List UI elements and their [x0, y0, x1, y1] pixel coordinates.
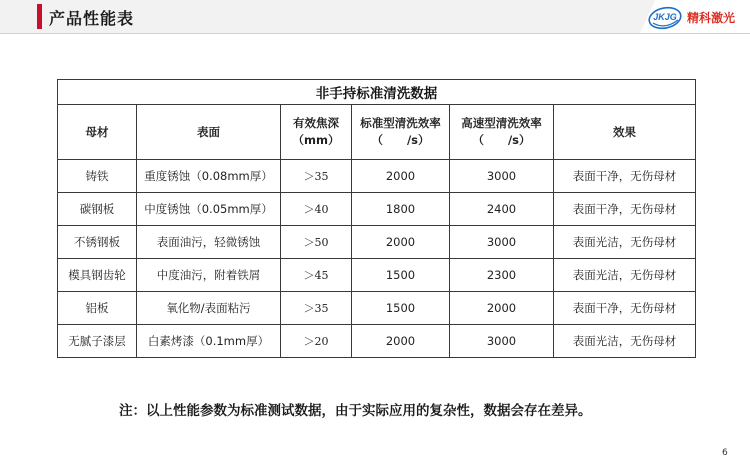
- logo-mark-text: JKJG: [653, 12, 677, 22]
- cell-standard-efficiency: 2000: [352, 325, 450, 358]
- cell-depth: ＞50: [281, 226, 352, 259]
- cell-highspeed-efficiency: 2400: [450, 193, 554, 226]
- table-row: [58, 292, 696, 325]
- cell-surface: 白素烤漆（0.1mm厚）: [137, 325, 281, 358]
- header-divider: [0, 33, 750, 34]
- cell-material: 铝板: [58, 292, 137, 325]
- cell-surface: 表面油污，轻微锈蚀: [137, 226, 281, 259]
- cell-effect: 表面光洁，无伤母材: [554, 226, 696, 259]
- cell-material: 模具钢齿轮: [58, 259, 137, 292]
- table-row: [58, 160, 696, 193]
- cell-depth: ＞35: [281, 292, 352, 325]
- cell-surface: 中度锈蚀（0.05mm厚）: [137, 193, 281, 226]
- cell-effect: 表面光洁，无伤母材: [554, 325, 696, 358]
- column-header-standard-efficiency: 标准型清洗效率 （ /s）: [352, 105, 450, 160]
- cell-effect: 表面光洁，无伤母材: [554, 259, 696, 292]
- cell-depth: ＞20: [281, 325, 352, 358]
- table-header-row: [58, 105, 696, 160]
- column-header-surface: 表面: [137, 105, 281, 160]
- page-number: 6: [722, 448, 728, 458]
- table-row: [58, 193, 696, 226]
- cell-standard-efficiency: 2000: [352, 160, 450, 193]
- company-logo: [647, 3, 683, 31]
- table-caption: 非手持标准清洗数据: [58, 80, 696, 105]
- cell-depth: ＞35: [281, 160, 352, 193]
- cell-highspeed-efficiency: 3000: [450, 325, 554, 358]
- cell-standard-efficiency: 1800: [352, 193, 450, 226]
- column-header-material: 母材: [58, 105, 137, 160]
- cell-depth: ＞45: [281, 259, 352, 292]
- company-name: 精科激光: [687, 11, 736, 25]
- header-accent-bar: [37, 4, 42, 29]
- cell-surface: 重度锈蚀（0.08mm厚）: [137, 160, 281, 193]
- cell-standard-efficiency: 1500: [352, 259, 450, 292]
- cell-material: 铸铁: [58, 160, 137, 193]
- cell-depth: ＞40: [281, 193, 352, 226]
- cell-effect: 表面干净，无伤母材: [554, 160, 696, 193]
- table-row: [58, 226, 696, 259]
- table-row: [58, 325, 696, 358]
- cell-highspeed-efficiency: 2000: [450, 292, 554, 325]
- column-header-effect: 效果: [554, 105, 696, 160]
- cell-material: 碳钢板: [58, 193, 137, 226]
- cell-surface: 中度油污，附着铁屑: [137, 259, 281, 292]
- cell-highspeed-efficiency: 3000: [450, 160, 554, 193]
- table-row: [58, 259, 696, 292]
- cell-standard-efficiency: 1500: [352, 292, 450, 325]
- cell-highspeed-efficiency: 3000: [450, 226, 554, 259]
- column-header-depth: 有效焦深 （mm）: [281, 105, 352, 160]
- cell-effect: 表面干净，无伤母材: [554, 193, 696, 226]
- cell-highspeed-efficiency: 2300: [450, 259, 554, 292]
- cell-standard-efficiency: 2000: [352, 226, 450, 259]
- footnote: 注：以上性能参数为标准测试数据，由于实际应用的复杂性，数据会存在差异。: [119, 403, 592, 419]
- page-title: 产品性能表: [49, 9, 135, 28]
- performance-table: [57, 79, 696, 358]
- cell-material: 无腻子漆层: [58, 325, 137, 358]
- column-header-highspeed-efficiency: 高速型清洗效率 （ /s）: [450, 105, 554, 160]
- cell-effect: 表面干净，无伤母材: [554, 292, 696, 325]
- cell-surface: 氧化物/表面粘污: [137, 292, 281, 325]
- cell-material: 不锈钢板: [58, 226, 137, 259]
